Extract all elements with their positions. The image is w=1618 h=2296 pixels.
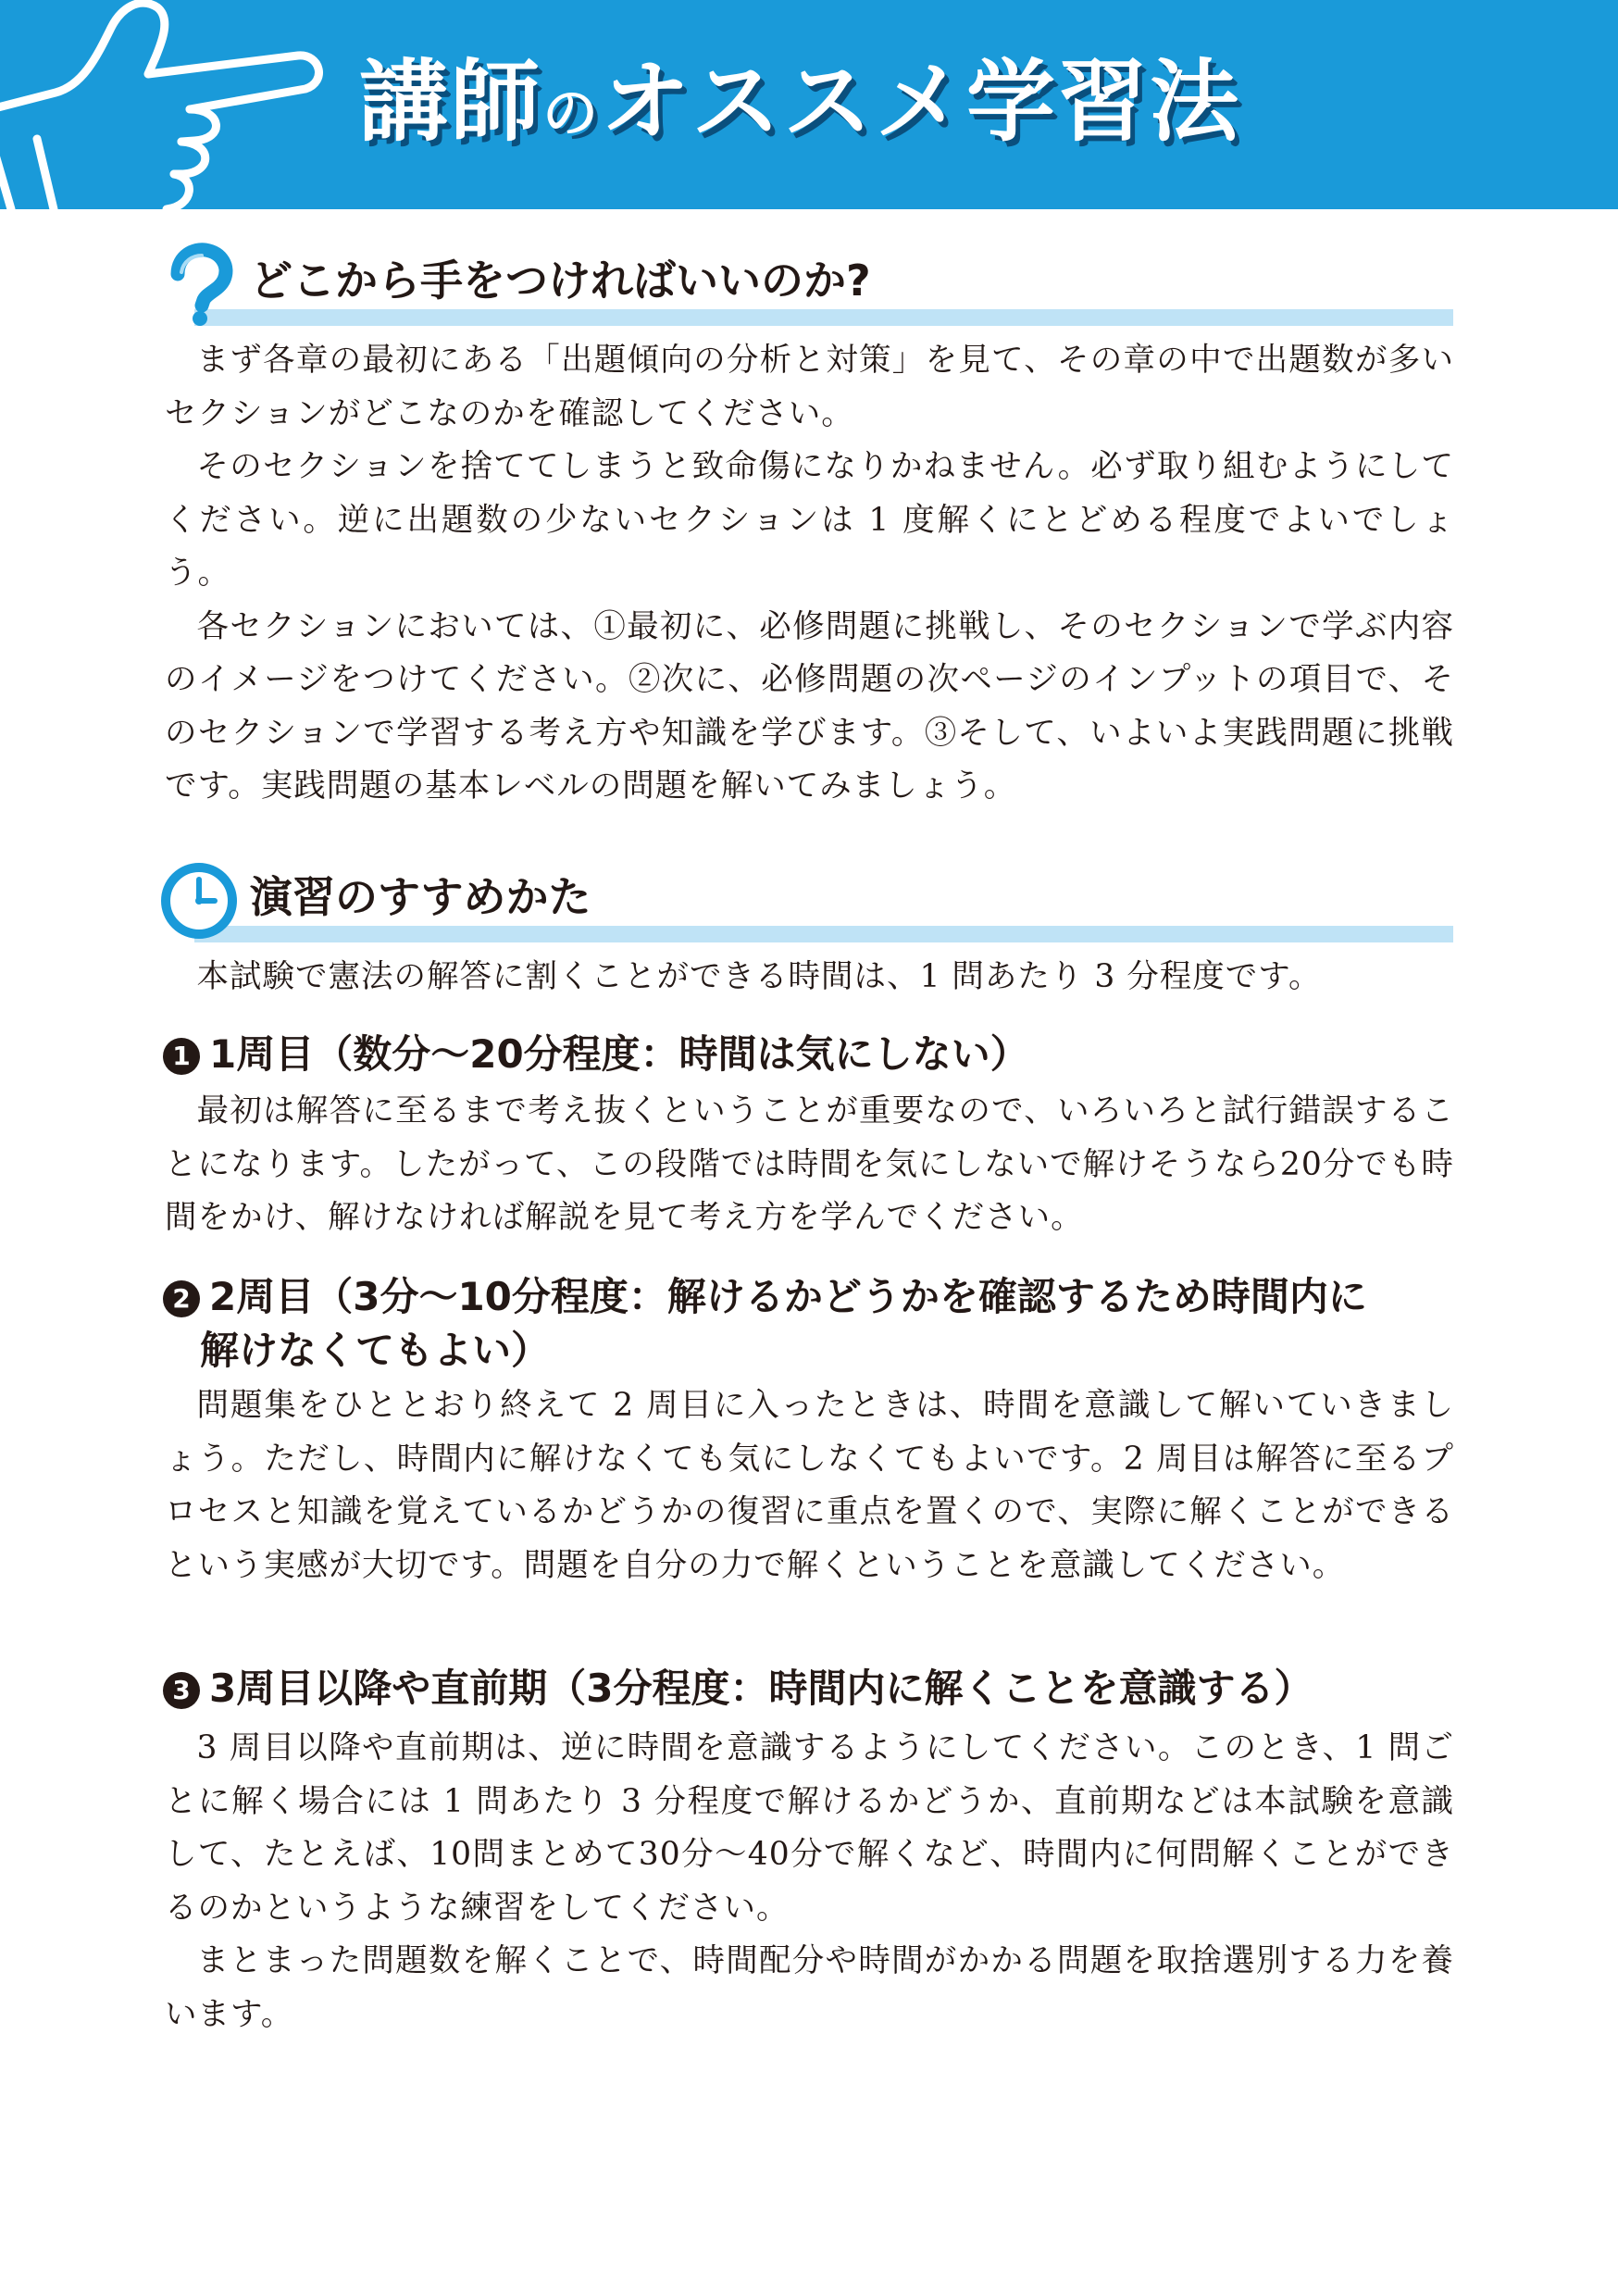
step-number-badge: 2 — [163, 1280, 200, 1317]
header-banner — [0, 0, 1618, 209]
heading-underline — [194, 926, 1453, 942]
step-1-body — [165, 1085, 1454, 1245]
clock-icon — [157, 859, 241, 942]
paragraph: 問題集をひととおり終えて 2 周目に入ったときは、時間を意識して解いていきましょう。ただし、時間内に解けなくても気にしなくてもよいです。2 周目は解答に至るプロセスと知識を覚えているかどうかの復習に重点を置くので、実際に解くことができるという実感が大切です。問題を自分の力で解くということを意識してください。 — [165, 1387, 1454, 1584]
section1-body — [165, 334, 1454, 814]
question-mark-icon — [157, 243, 241, 326]
step-number-badge: 1 — [163, 1038, 200, 1075]
step-2-heading: 2 2周目（3分〜10分程度：解けるかどうかを確認するため時間内に 解けなくてもよい） — [163, 1270, 1477, 1378]
step-1-heading: 1 1周目（数分〜20分程度：時間は気にしない） — [163, 1028, 1477, 1081]
step-2-heading-line2: 解けなくてもよい） — [200, 1328, 551, 1373]
page-title: 講師のオススメ学習法 — [359, 50, 1242, 154]
section-title: どこから手をつければいいのか? — [250, 256, 871, 306]
paragraph: そのセクションを捨ててしまうと致命傷になりかねません。必ず取り組むようにしてください。逆に出題数の少ないセクションは 1 度解くにとどめる程度でよいでしょう。 — [165, 448, 1454, 592]
paragraph: まず各章の最初にある「出題傾向の分析と対策」を見て、その章の中で出題数が多いセクションがどこなのかを確認してください。 — [165, 342, 1454, 432]
paragraph: 3 周目以降や直前期は、逆に時間を意識するようにしてください。このとき、1 問ごとに解く場合には 1 問あたり 3 分程度で解けるかどうか、直前期などは本試験を意識して、たとえば、10問まとめて30分〜40分で解くなど、時間内に何問解くことができるのかというような練習をしてください。 — [165, 1729, 1454, 1927]
pointing-hand-icon — [0, 0, 333, 209]
step-3-heading: 3 3周目以降や直前期（3分程度：時間内に解くことを意識する） — [163, 1662, 1477, 1716]
paragraph: 各セクションにおいては、①最初に、必修問題に挑戦し、そのセクションで学ぶ内容のイメージをつけてください。②次に、必修問題の次ページのインプットの項目で、そのセクションで学習する考え方や知識を学びます。③そして、いよいよ実践問題に挑戦です。実践問題の基本レベルの問題を解いてみましょう。 — [165, 607, 1454, 805]
step-number-badge: 3 — [163, 1672, 200, 1709]
section-heading-where-to-start — [157, 243, 1453, 326]
paragraph: 最初は解答に至るまで考え抜くということが重要なので、いろいろと試行錯誤することになります。したがって、この段階では時間を気にしないで解けそうなら20分でも時間をかけ、解けなければ解説を見て考え方を学んでください。 — [165, 1092, 1454, 1236]
section-title: 演習のすすめかた — [250, 872, 591, 922]
paragraph: 本試験で憲法の解答に割くことができる時間は、1 問あたり 3 分程度です。 — [196, 958, 1322, 995]
section-heading-practice — [157, 859, 1453, 942]
section2-intro — [165, 951, 1454, 1004]
paragraph: まとまった問題数を解くことで、時間配分や時間がかかる問題を取捨選別する力を養います。 — [165, 1942, 1454, 2033]
step-3-body — [165, 1722, 1454, 2041]
heading-underline — [194, 309, 1453, 326]
step-2-body — [165, 1379, 1454, 1592]
